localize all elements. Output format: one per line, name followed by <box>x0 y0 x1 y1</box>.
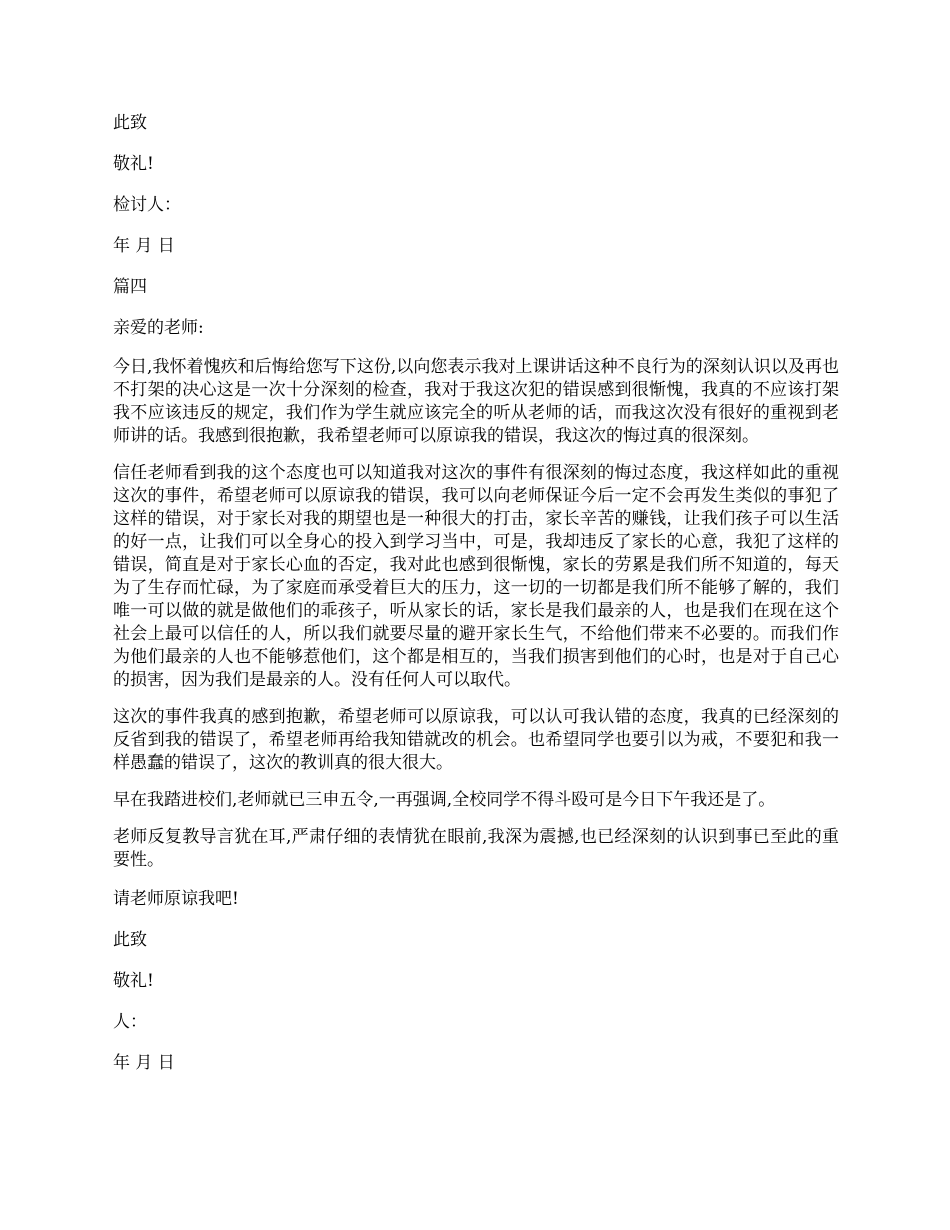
signature-line-top: 检讨人： <box>113 195 181 215</box>
plea-line: 请老师原谅我吧! <box>113 889 239 909</box>
paragraph-5: 老师反复教导言犹在耳,严肃仔细的表情犹在眼前,我深为震撼,也已经深刻的认识到事已至此的重要性。 <box>113 827 839 870</box>
paragraph-1: 今日,我怀着愧疚和后悔给您写下这份,以向您表示我对上课讲话这种不良行为的深刻认识以及再也不打架的决心这是一次十分深刻的检查，我对于我这次犯的错误感到很惭愧，我真的不应该打架我不应该违反的规定，我们作为学生就应该完全的听从老师的话，而我这次没有很好的重视到老师讲的话。我感到很抱歉，我希望老师可以原谅我的错误，我这次的悔过真的很深刻。 <box>113 357 839 446</box>
date-line-top: 年 月 日 <box>113 236 175 256</box>
salute-line-top: 敬礼! <box>113 154 154 174</box>
date-line: 年 月 日 <box>113 1053 175 1073</box>
letter-body <box>113 110 839 1091</box>
signature-line: 人： <box>113 1012 147 1032</box>
section-title: 篇四 <box>113 277 147 297</box>
paragraph-4: 早在我踏进校们,老师就已三申五令,一再强调,全校同学不得斗殴可是今日下午我还是了。 <box>113 790 776 810</box>
closing-line: 此致 <box>113 930 147 950</box>
salute-line: 敬礼! <box>113 971 154 991</box>
greeting: 亲爱的老师: <box>113 318 204 338</box>
paragraph-3: 这次的事件我真的感到抱歉，希望老师可以原谅我，可以认可我认错的态度，我真的已经深刻的反省到我的错误了，希望老师再给我知错就改的机会。也希望同学也要引以为戒，不要犯和我一样愚蠢的错误了，这次的教训真的很大很大。 <box>113 707 839 773</box>
paragraph-2: 信任老师看到我的这个态度也可以知道我对这次的事件有很深刻的悔过态度，我这样如此的重视这次的事件，希望老师可以原谅我的错误，我可以向老师保证今后一定不会再发生类似的事犯了这样的错误，对于家长对我的期望也是一种很大的打击，家长辛苦的赚钱，让我们孩子可以生活的好一点，让我们可以全身心的投入到学习当中，可是，我却违反了家长的心意，我犯了这样的错误，简直是对于家长心血的否定，我对此也感到很惭愧，家长的劳累是我们所不知道的，每天为了生存而忙碌，为了家庭而承受着巨大的压力，这一切的一切都是我们所不能够了解的，我们唯一可以做的就是做他们的乖孩子，听从家长的话，家长是我们最亲的人，也是我们在现在这个社会上最可以信任的人，所以我们就要尽量的避开家长生气，不给他们带来不必要的。而我们作为他们最亲的人也不能够惹他们，这个都是相互的，当我们损害到他们的心时，也是对于自己心的损害，因为我们是最亲的人。没有任何人可以取代。 <box>113 463 839 690</box>
closing-line-top: 此致 <box>113 113 147 133</box>
